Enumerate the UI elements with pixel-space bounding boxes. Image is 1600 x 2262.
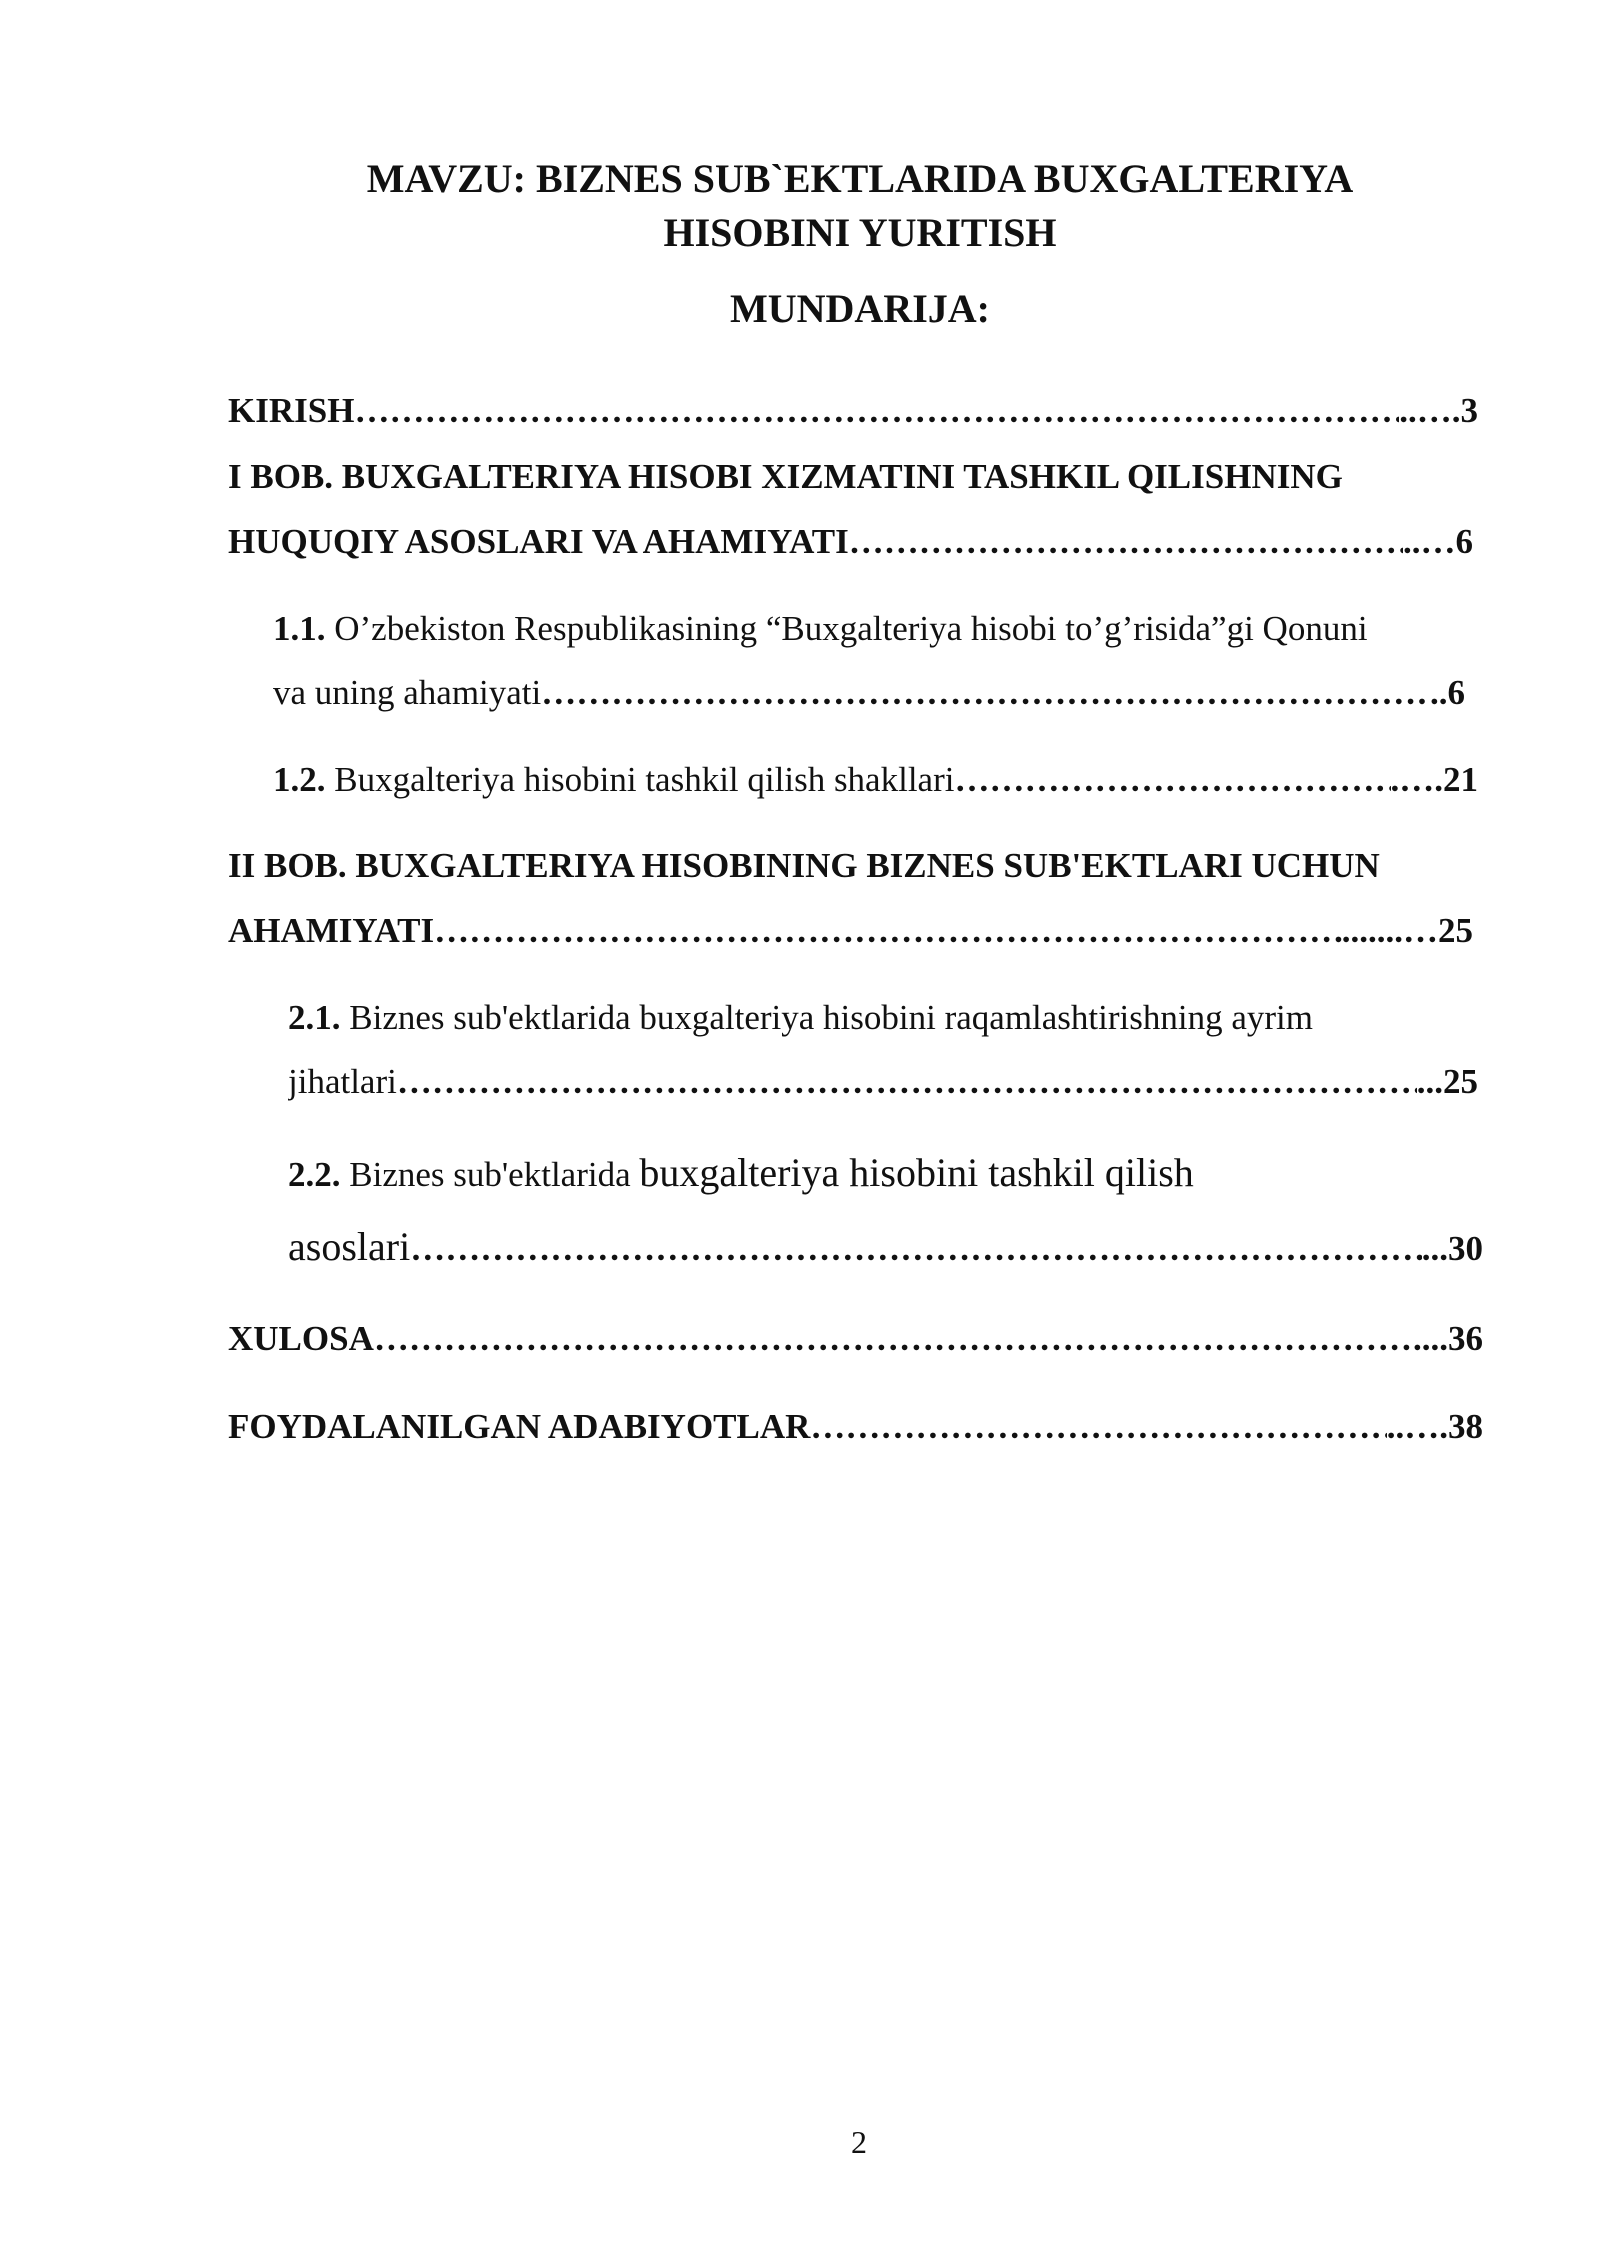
toc-entry-bob1-line1: I BOB. BUXGALTERIYA HISOBI XIZMATINI TASHKIL QILISHNING [228, 457, 1343, 496]
toc-entry-adabiyotlar-page: ..….38 [1386, 1407, 1483, 1446]
toc-dot-leader [354, 388, 1399, 434]
toc-entry-bob1-line2: HUQUQIY ASOSLARI VA AHAMIYATI [228, 522, 849, 561]
toc-entry-2-2 [288, 1220, 1483, 1276]
toc-entry-2-1-line2: jihatlari [288, 1062, 397, 1101]
toc-entry-1-1 [273, 670, 1465, 716]
toc-dot-leader [810, 1404, 1386, 1450]
toc-entry-2-2-title-small: Biznes sub'ektlarida [349, 1155, 631, 1194]
toc-dot-leader [541, 670, 1430, 716]
toc-entry-1-1-title: O’zbekiston Respublikasining “Buxgalteriya hisobi to’g’risida”gi Qonuni [334, 609, 1368, 648]
toc-dot-leader [397, 1059, 1417, 1105]
toc-entry-2-1-number: 2.1. [288, 998, 341, 1037]
toc-entry-bob2-line2: AHAMIYATI [228, 911, 435, 950]
toc-entry-bob2-line1: II BOB. BUXGALTERIYA HISOBINING BIZNES SUB'EKTLARI UCHUN [228, 846, 1380, 885]
toc-entry-1-1-line1 [273, 606, 1368, 652]
toc-entry-1-1-page: ..6 [1430, 673, 1465, 712]
toc-entry-bob2 [228, 908, 1473, 954]
toc-dot-leader [954, 757, 1390, 803]
page-number: 2 [851, 2124, 867, 2160]
toc-dot-leader [849, 519, 1403, 565]
toc-entry-1-2 [273, 757, 1478, 803]
toc-entry-bob1-page: ..…6 [1403, 522, 1473, 561]
toc-dot-leader [410, 1222, 1422, 1276]
toc-entry-kirish-page: ..….3 [1399, 391, 1478, 430]
toc-entry-2-1-page: ...25 [1416, 1062, 1478, 1101]
toc-entry-bob1 [228, 519, 1473, 565]
toc-entry-2-2-title-big: buxgalteriya hisobini tashkil qilish [639, 1150, 1194, 1195]
toc-entry-2-2-line1 [288, 1146, 1194, 1202]
toc-entry-2-2-page: ...30 [1421, 1229, 1483, 1268]
toc-entry-1-1-number: 1.1. [273, 609, 326, 648]
toc-entry-kirish-label: KIRISH [228, 391, 355, 430]
toc-entry-2-1 [288, 1059, 1478, 1105]
document-title-line-2: HISOBINI YURITISH [663, 210, 1057, 255]
toc-entry-xulosa-page: ....36 [1413, 1319, 1483, 1358]
toc-dot-leader [434, 908, 1342, 954]
toc-entry-bob2-page: .......…25 [1341, 911, 1473, 950]
toc-entry-1-2-title: Buxgalteriya hisobini tashkil qilish shakllari [334, 760, 955, 799]
toc-entry-adabiyotlar-label: FOYDALANILGAN ADABIYOTLAR [228, 1407, 811, 1446]
toc-entry-2-2-number: 2.2. [288, 1155, 341, 1194]
toc-entry-2-1-line1 [288, 995, 1313, 1041]
toc-heading: MUNDARIJA: [730, 286, 990, 331]
toc-entry-xulosa [228, 1316, 1483, 1362]
toc-entry-2-2-line2: asoslari [288, 1224, 411, 1269]
toc-entry-adabiyotlar [228, 1404, 1483, 1450]
document-title-line-1: MAVZU: BIZNES SUB`EKTLARIDA BUXGALTERIYA [366, 156, 1354, 201]
toc-entry-1-1-line2: va uning ahamiyati [273, 673, 542, 712]
toc-entry-1-2-page: .….21 [1390, 760, 1478, 799]
toc-entry-1-2-number: 1.2. [273, 760, 326, 799]
toc-entry-2-1-title: Biznes sub'ektlarida buxgalteriya hisobini raqamlashtirishning ayrim [349, 998, 1313, 1037]
toc-entry-xulosa-label: XULOSA [228, 1319, 374, 1358]
toc-entry-kirish [228, 388, 1478, 434]
toc-dot-leader [374, 1316, 1413, 1362]
